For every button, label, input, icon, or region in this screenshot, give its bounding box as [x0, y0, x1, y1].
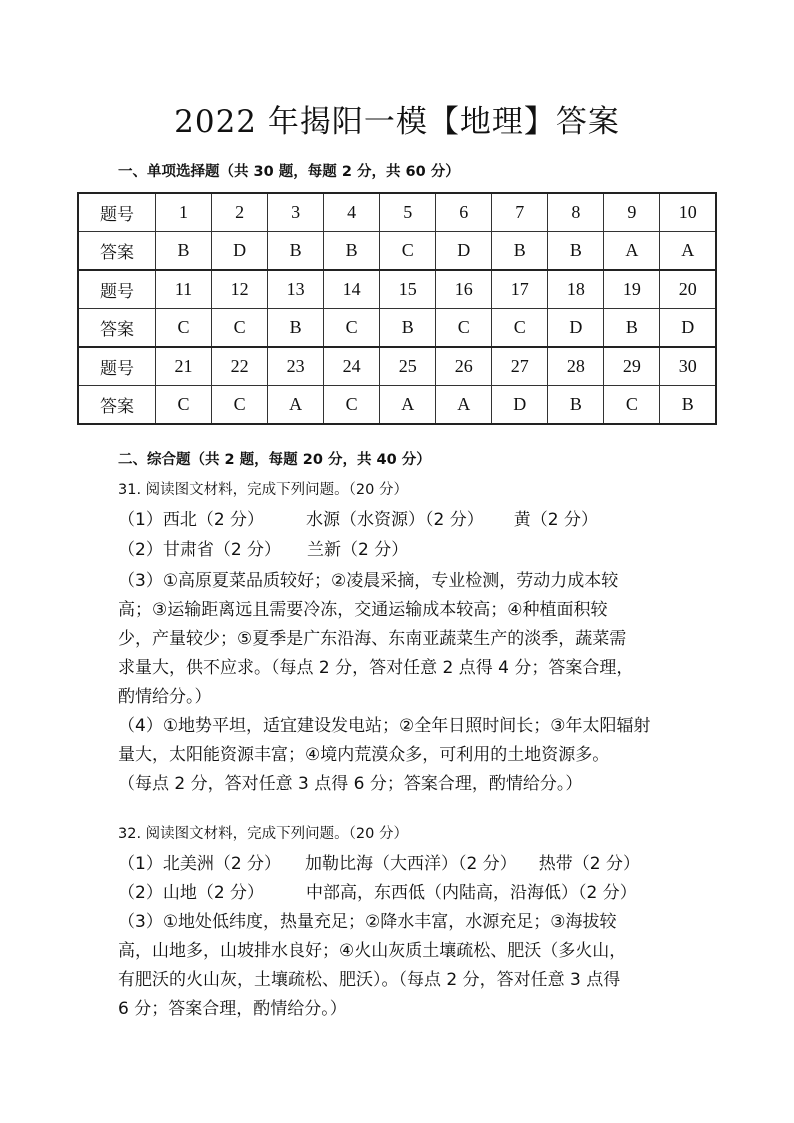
- question-number-cell: 30: [660, 347, 716, 386]
- q32-a1-part2: 加勒比海（大西洋）（2 分）: [305, 854, 517, 874]
- q32-a1-part3: 热带（2 分）: [538, 854, 641, 874]
- question-number-cell: 9: [604, 193, 660, 232]
- question-number-cell: 7: [492, 193, 548, 232]
- q31-answer-3-line-1: （3）①高原夏菜品质较好；②凌晨采摘，专业检测，劳动力成本较: [118, 571, 619, 591]
- q32-answer-3-line-3: 有肥沃的火山灰，土壤疏松、肥沃）。（每点 2 分，答对任意 3 点得: [118, 970, 621, 990]
- question-number-cell: 13: [268, 270, 324, 309]
- answer-cell: D: [212, 232, 268, 271]
- answer-cell: C: [604, 386, 660, 425]
- num-label-cell: 题号: [78, 270, 156, 309]
- answer-cell: C: [212, 386, 268, 425]
- question-number-cell: 18: [548, 270, 604, 309]
- answer-cell: A: [604, 232, 660, 271]
- question-number-cell: 4: [324, 193, 380, 232]
- answer-cell: D: [436, 232, 492, 271]
- answer-cell: B: [324, 232, 380, 271]
- question-number-cell: 10: [660, 193, 716, 232]
- question-number-cell: 24: [324, 347, 380, 386]
- table-row-numbers: [78, 270, 716, 309]
- answer-cell: D: [492, 386, 548, 425]
- question-number-cell: 17: [492, 270, 548, 309]
- answer-cell: B: [380, 309, 436, 348]
- q31-title: 31. 阅读图文材料，完成下列问题。（20 分）: [118, 482, 408, 498]
- question-number-cell: 19: [604, 270, 660, 309]
- q32-a1-part1: （1）北美洲（2 分）: [118, 854, 282, 874]
- answer-cell: B: [268, 232, 324, 271]
- question-number-cell: 3: [268, 193, 324, 232]
- q31-a2-part2: 兰新（2 分）: [307, 540, 409, 560]
- table-row-answers: [78, 309, 716, 348]
- answer-table: [77, 192, 717, 425]
- question-number-cell: 6: [436, 193, 492, 232]
- answer-cell: A: [380, 386, 436, 425]
- answer-cell: C: [212, 309, 268, 348]
- q31-a1-part3: 黄（2 分）: [513, 510, 599, 530]
- question-number-cell: 15: [380, 270, 436, 309]
- answer-cell: D: [660, 309, 716, 348]
- section-heading-comprehensive: 二、综合题（共 2 题，每题 20 分，共 40 分）: [118, 452, 431, 468]
- q32-answer-1: [118, 849, 708, 874]
- question-number-cell: 22: [212, 347, 268, 386]
- q31-answer-3-line-5: 酌情给分。）: [118, 687, 212, 707]
- q32-title: 32. 阅读图文材料，完成下列问题。（20 分）: [118, 826, 408, 842]
- answer-cell: B: [604, 309, 660, 348]
- table-row-answers: [78, 232, 716, 271]
- q31-answer-1: [118, 505, 708, 530]
- q32-a2-part2: 中部高，东西低（内陆高，沿海低）（2 分）: [306, 883, 637, 903]
- q31-a2-part1: （2）甘肃省（2 分）: [118, 540, 282, 560]
- question-number-cell: 27: [492, 347, 548, 386]
- answer-cell: B: [492, 232, 548, 271]
- answer-cell: B: [548, 386, 604, 425]
- section-heading-choice: 一、单项选择题（共 30 题，每题 2 分，共 60 分）: [118, 164, 460, 180]
- q31-answer-3-line-3: 少，产量较少；⑤夏季是广东沿海、东南亚蔬菜生产的淡季，蔬菜需: [118, 629, 627, 649]
- answer-cell: D: [548, 309, 604, 348]
- question-number-cell: 5: [380, 193, 436, 232]
- question-number-cell: 28: [548, 347, 604, 386]
- answer-cell: B: [268, 309, 324, 348]
- q32-answer-3-line-1: （3）①地处低纬度，热量充足；②降水丰富，水源充足；③海拔较: [118, 912, 617, 932]
- answer-cell: B: [548, 232, 604, 271]
- answer-cell: A: [660, 232, 716, 271]
- question-number-cell: 20: [660, 270, 716, 309]
- num-label-cell: 题号: [78, 193, 156, 232]
- q32-answer-2: [118, 878, 708, 903]
- page-title: 2022 年揭阳一模【地理】答案: [174, 104, 620, 140]
- answer-label-cell: 答案: [78, 232, 156, 271]
- answer-cell: C: [436, 309, 492, 348]
- q32-answer-3-line-2: 高，山地多，山坡排水良好；④火山灰质土壤疏松、肥沃（多火山，: [118, 941, 627, 961]
- question-number-cell: 1: [156, 193, 212, 232]
- question-number-cell: 16: [436, 270, 492, 309]
- answer-cell: A: [268, 386, 324, 425]
- answer-cell: C: [492, 309, 548, 348]
- q32-answer-3-line-4: 6 分；答案合理，酌情给分。）: [118, 999, 347, 1019]
- answer-cell: C: [324, 309, 380, 348]
- question-number-cell: 29: [604, 347, 660, 386]
- q31-a1-part1: （1）西北（2 分）: [118, 510, 265, 530]
- question-number-cell: 26: [436, 347, 492, 386]
- q31-a1-part2: 水源（水资源）（2 分）: [306, 510, 484, 530]
- q31-answer-2: [118, 535, 708, 560]
- answer-cell: C: [380, 232, 436, 271]
- table-row-answers: [78, 386, 716, 425]
- q31-answer-3-line-4: 求量大，供不应求。（每点 2 分，答对任意 2 点得 4 分；答案合理，: [118, 658, 634, 678]
- q31-answer-4-line-2: 量大，太阳能资源丰富；④境内荒漠众多，可利用的土地资源多。: [118, 745, 610, 765]
- q32-a2-part1: （2）山地（2 分）: [118, 883, 265, 903]
- question-number-cell: 21: [156, 347, 212, 386]
- num-label-cell: 题号: [78, 347, 156, 386]
- answer-cell: B: [660, 386, 716, 425]
- question-number-cell: 25: [380, 347, 436, 386]
- q31-answer-4-line-3: （每点 2 分，答对任意 3 点得 6 分；答案合理，酌情给分。）: [118, 774, 583, 794]
- q31-answer-3-line-2: 高；③运输距离远且需要冷冻，交通运输成本较高；④种植面积较: [118, 600, 608, 620]
- question-number-cell: 11: [156, 270, 212, 309]
- answer-cell: A: [436, 386, 492, 425]
- answer-cell: C: [156, 309, 212, 348]
- question-number-cell: 2: [212, 193, 268, 232]
- table-row-numbers: [78, 193, 716, 232]
- answer-cell: C: [324, 386, 380, 425]
- answer-label-cell: 答案: [78, 309, 156, 348]
- question-number-cell: 23: [268, 347, 324, 386]
- table-row-numbers: [78, 347, 716, 386]
- question-number-cell: 8: [548, 193, 604, 232]
- q31-answer-4-line-1: （4）①地势平坦，适宜建设发电站；②全年日照时间长；③年太阳辐射: [118, 716, 651, 736]
- question-number-cell: 14: [324, 270, 380, 309]
- question-number-cell: 12: [212, 270, 268, 309]
- answer-cell: B: [156, 232, 212, 271]
- answer-label-cell: 答案: [78, 386, 156, 425]
- answer-cell: C: [156, 386, 212, 425]
